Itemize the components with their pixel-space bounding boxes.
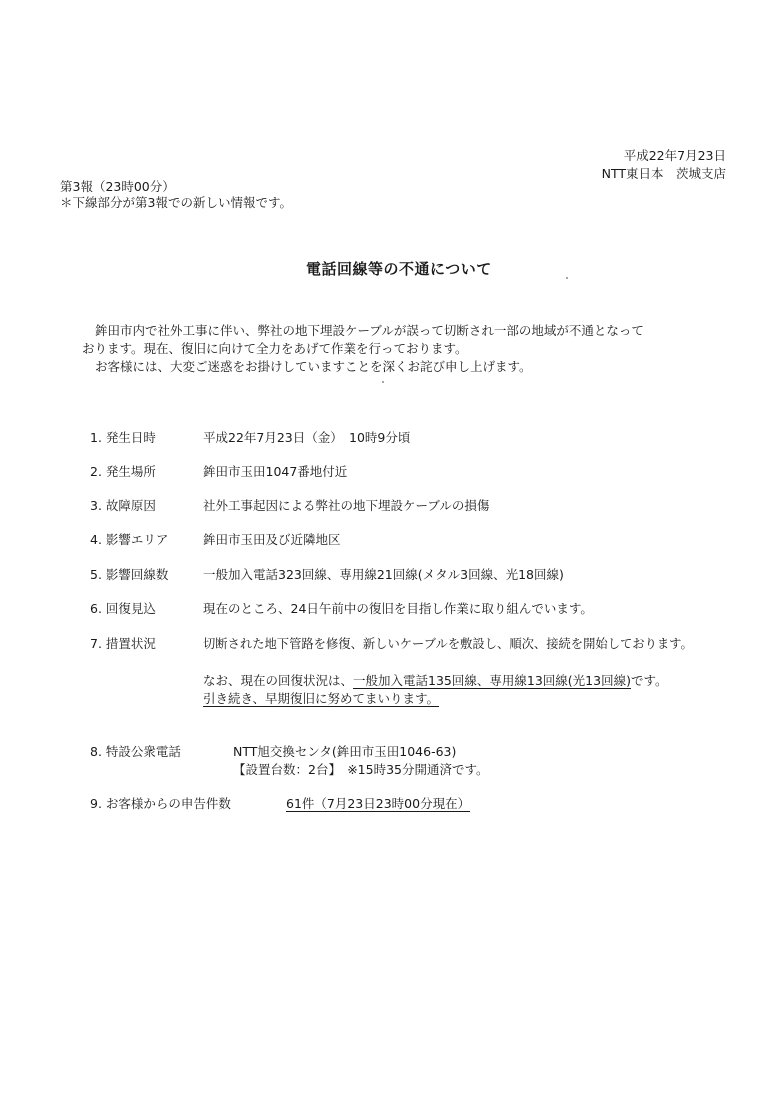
item-value: 一般加入電話323回線、専用線21回線(メタル3回線、光18回線) — [203, 567, 564, 582]
item-value: 切断された地下管路を修復、新しいケーブルを敷設し、順次、接続を開始しております。 — [203, 637, 693, 651]
item-value: 社外工事起因による弊社の地下埋設ケーブルの損傷 — [203, 498, 490, 513]
item-value: 鉾田市玉田1047番地付近 — [203, 464, 348, 479]
report-count-value: 61件（7月23日23時00分現在） — [286, 796, 471, 811]
scan-speck — [566, 277, 568, 279]
issue-date: 平成22年7月23日 — [623, 148, 726, 163]
item-label: 3. 故障原因 — [90, 498, 156, 513]
item-label: 8. 特設公衆電話 — [90, 744, 181, 759]
item-label: 9. お客様からの申告件数 — [90, 796, 231, 811]
item-label: 1. 発生日時 — [90, 430, 156, 445]
public-phone-count: 【設置台数：2台】 ※15時35分開通済です。 — [233, 762, 489, 777]
report-note: ＊下線部分が第3報での新しい情報です。 — [60, 195, 292, 210]
item-value: 鉾田市玉田及び近隣地区 — [203, 532, 341, 547]
report-number: 第3報（23時00分） — [60, 179, 175, 194]
recovery-status-line — [203, 671, 667, 689]
recovery-status-counts: 一般加入電話135回線、専用線13回線(光13回線) — [353, 673, 631, 688]
intro-line-1: 鉾田市内で社外工事に伴い、弊社の地下埋設ケーブルが誤って切断され一部の地域が不通となって — [95, 323, 644, 338]
document-title: 電話回線等の不通について — [306, 260, 492, 278]
intro-line-3: お客様には、大変ご迷惑をお掛けしていますことを深くお詫び申し上げます。 — [95, 359, 532, 374]
scan-speck — [382, 381, 384, 383]
item-label: 2. 発生場所 — [90, 464, 156, 479]
item-label: 5. 影響回線数 — [90, 567, 169, 582]
recovery-continue-line — [203, 689, 439, 707]
recovery-status-prefix: なお、現在の回復状況は、 — [203, 673, 354, 688]
public-phone-location: NTT旭交換センタ(鉾田市玉田1046-63) — [233, 744, 457, 759]
item-label: 4. 影響エリア — [90, 532, 169, 547]
recovery-status-suffix: です。 — [630, 673, 668, 688]
report-count — [286, 794, 470, 812]
item-value: 平成22年7月23日（金） 10時9分頃 — [203, 430, 411, 445]
issuer-name: NTT東日本 茨城支店 — [601, 166, 726, 181]
intro-line-2: おります。現在、復旧に向けて全力をあげて作業を行っております。 — [82, 341, 468, 356]
item-label: 7. 措置状況 — [90, 636, 156, 651]
item-label: 6. 回復見込 — [90, 601, 156, 616]
recovery-continue-text: 引き続き、早期復旧に努めてまいります。 — [203, 691, 440, 706]
item-value: 現在のところ、24日午前中の復旧を目指し作業に取り組んでいます。 — [203, 601, 593, 616]
